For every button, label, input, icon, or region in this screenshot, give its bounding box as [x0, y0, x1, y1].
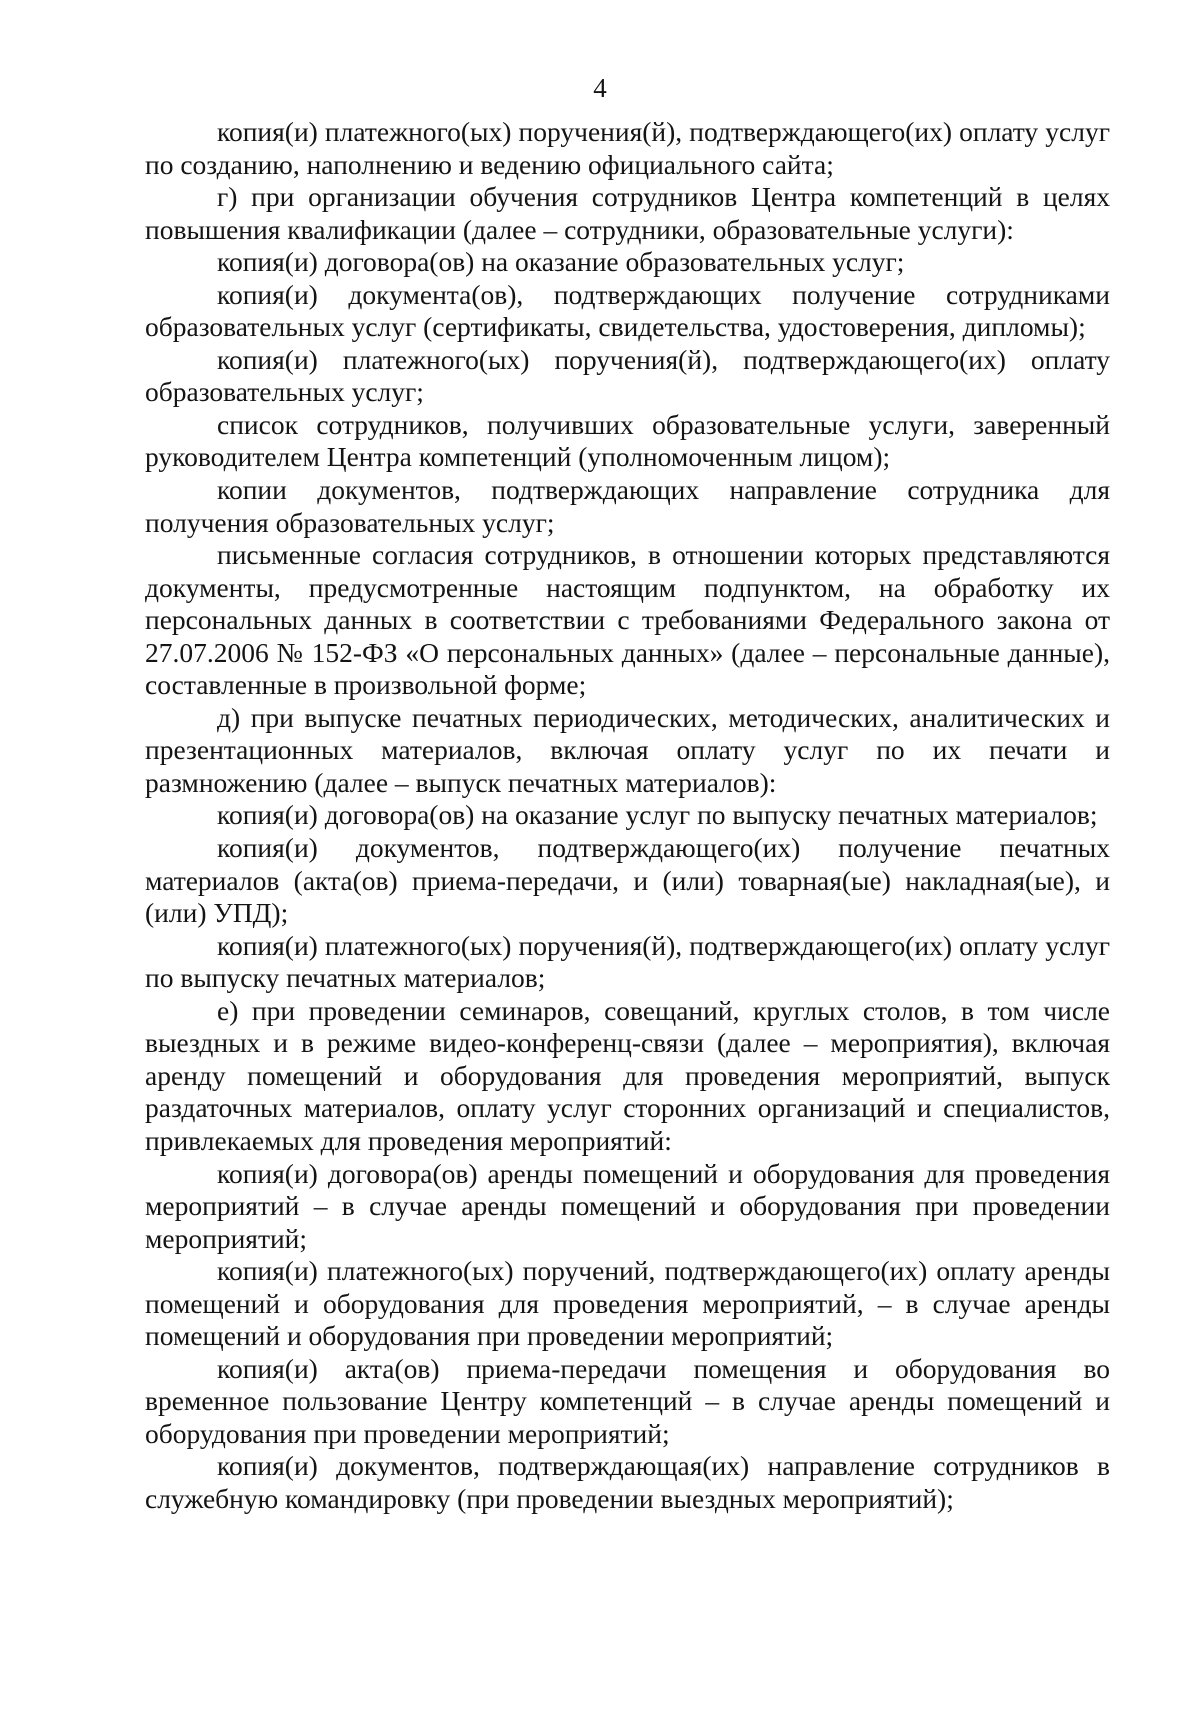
paragraph: копия(и) договора(ов) на оказание образовательных услуг; [217, 246, 905, 278]
paragraph: копия(и) договора(ов) аренды помещений и оборудования для проведения мероприятий – в случае аренды помещений и оборудования при проведении мероприятий; [145, 1157, 1110, 1254]
paragraph: копия(и) документа(ов), подтверждающих получение сотрудниками образовательных услуг (сертификаты, свидетельства, удостоверения, дипломы); [145, 278, 1110, 343]
paragraph: копия(и) платежного(ых) поручения(й), подтверждающего(их) оплату образовательных услуг; [145, 343, 1110, 408]
paragraph: д) при выпуске печатных периодических, методических, аналитических и презентационных материалов, включая оплату услуг по их печати и размножению (далее – выпуск печатных материалов): [145, 701, 1110, 798]
paragraph: г) при организации обучения сотрудников Центра компетенций в целях повышения квалификации (далее – сотрудники, образовательные услуги): [145, 181, 1110, 245]
page-number: 4 [593, 73, 607, 103]
paragraph: копия(и) акта(ов) приема-передачи помещения и оборудования во временное пользование Центру компетенций – в случае аренды помещений и оборудования при проведении мероприятий; [145, 1352, 1110, 1449]
paragraph: копия(и) документов, подтверждающего(их) получение печатных материалов (акта(ов) приема-передачи, и (или) товарная(ые) накладная(ые), и (или) УПД); [145, 832, 1110, 929]
paragraph: копия(и) документов, подтверждающая(их) направление сотрудников в служебную командировку (при проведении выездных мероприятий); [145, 1450, 1110, 1514]
paragraph: копия(и) платежного(ых) поручения(й), подтверждающего(их) оплату услуг по созданию, наполнению и ведению официального сайта; [145, 116, 1110, 180]
paragraph: список сотрудников, получивших образовательные услуги, заверенный руководителем Центра компетенций (уполномоченным лицом); [145, 408, 1110, 473]
paragraph: копия(и) платежного(ых) поручений, подтверждающего(их) оплату аренды помещений и оборудования для проведения мероприятий, – в случае аренды помещений и оборудования при проведении мероприятий; [145, 1255, 1110, 1352]
paragraph: письменные согласия сотрудников, в отношении которых представляются документы, предусмотренные настоящим подпунктом, на обработку их персональных данных в соответствии с требованиями Федерального закона от 27.07.2006 № 152-ФЗ «О персональных данных» (далее – персональные данные), составленные в произвольной форме; [145, 539, 1110, 701]
paragraph: е) при проведении семинаров, совещаний, круглых столов, в том числе выездных и в режиме видео-конференц-связи (далее – мероприятия), включая аренду помещений и оборудования для проведения мероприятий, выпуск раздаточных материалов, оплату услуг сторонних организаций и специалистов, привлекаемых для проведения мероприятий: [145, 994, 1110, 1156]
paragraph: копия(и) договора(ов) на оказание услуг по выпуску печатных материалов; [217, 799, 1098, 831]
document-body [145, 116, 1110, 1516]
paragraph: копии документов, подтверждающих направление сотрудника для получения образовательных услуг; [145, 474, 1110, 538]
paragraph: копия(и) платежного(ых) поручения(й), подтверждающего(их) оплату услуг по выпуску печатных материалов; [145, 929, 1110, 994]
